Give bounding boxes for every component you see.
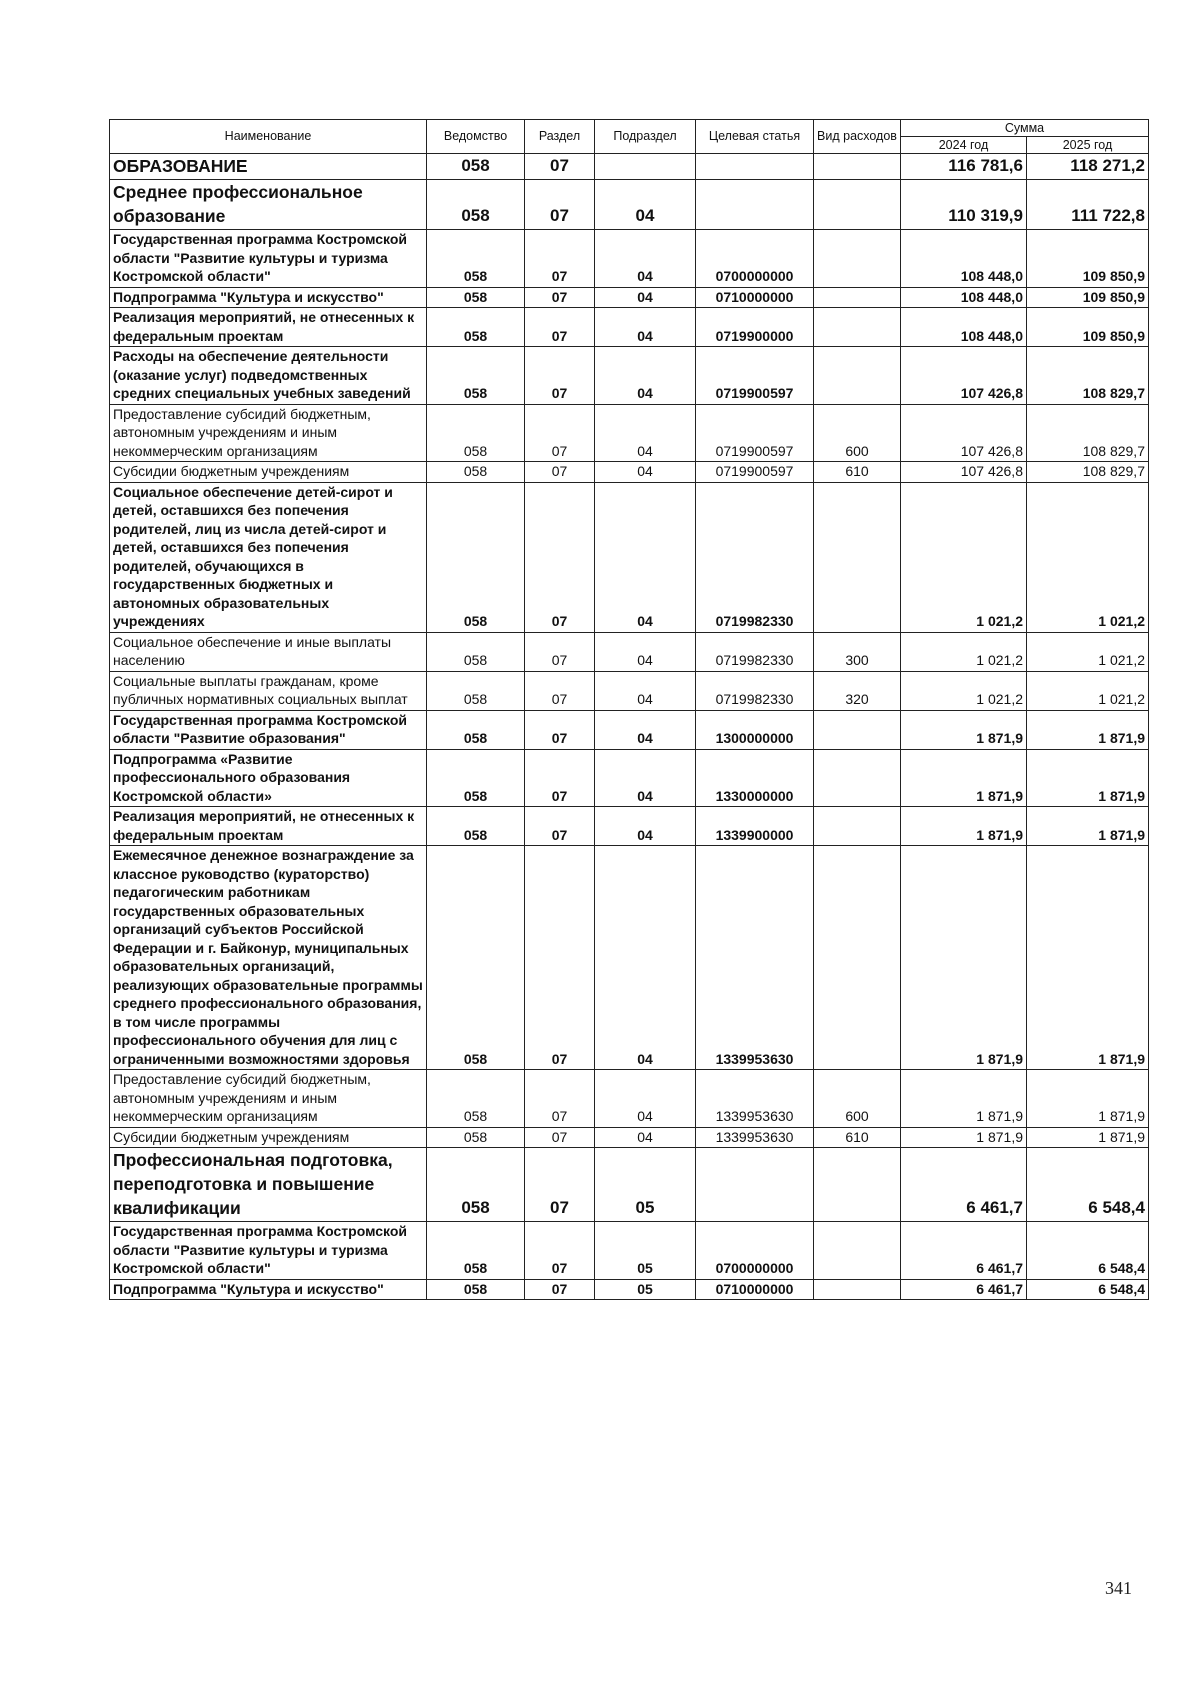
row-target: 0719982330 [696, 632, 814, 671]
row-name: Подпрограмма "Культура и искусство" [110, 1279, 427, 1300]
row-target: 0719982330 [696, 671, 814, 710]
row-subsection: 04 [595, 308, 696, 347]
header-type: Вид расходов [814, 120, 901, 154]
row-name: Ежемесячное денежное вознаграждение за классное руководство (кураторство) педагогическим работникам государственных образовательных организаций субъектов Российской Федерации и г. Байконур, муниципальных образовательных организаций, реализующих образовательные программы среднего профессионального образования, в том числе программы профессионального обучения для лиц с ограниченными возможностями здоровья [110, 846, 427, 1070]
row-dept: 058 [427, 287, 525, 308]
row-dept: 058 [427, 1127, 525, 1148]
table-row [110, 1279, 1149, 1300]
row-type [814, 807, 901, 846]
row-name: Расходы на обеспечение деятельности (оказание услуг) подведомственных средних специальных учебных заведений [110, 347, 427, 405]
row-section: 07 [525, 807, 595, 846]
row-target: 0710000000 [696, 287, 814, 308]
row-2024: 116 781,6 [901, 154, 1027, 180]
row-section: 07 [525, 846, 595, 1070]
row-subsection: 04 [595, 807, 696, 846]
row-2025: 1 021,2 [1027, 671, 1149, 710]
table-row [110, 1222, 1149, 1280]
row-subsection: 04 [595, 347, 696, 405]
row-name: Социальное обеспечение и иные выплаты населению [110, 632, 427, 671]
table-row [110, 347, 1149, 405]
row-dept: 058 [427, 807, 525, 846]
row-dept: 058 [427, 462, 525, 483]
row-subsection [595, 154, 696, 180]
row-name: Предоставление субсидий бюджетным, автономным учреждениям и иным некоммерческим организациям [110, 1070, 427, 1128]
row-name: Подпрограмма "Культура и искусство" [110, 287, 427, 308]
row-name: Подпрограмма «Развитие профессионального образования Костромской области» [110, 749, 427, 807]
row-type [814, 482, 901, 632]
row-target: 1339900000 [696, 807, 814, 846]
row-section: 07 [525, 710, 595, 749]
row-subsection: 04 [595, 846, 696, 1070]
row-2024: 1 871,9 [901, 807, 1027, 846]
row-name: Среднее профессиональное образование [110, 180, 427, 230]
row-2025: 108 829,7 [1027, 462, 1149, 483]
row-2025: 1 871,9 [1027, 710, 1149, 749]
row-type [814, 710, 901, 749]
row-dept: 058 [427, 671, 525, 710]
row-name: Профессиональная подготовка, переподготовка и повышение квалификации [110, 1148, 427, 1222]
row-subsection: 04 [595, 671, 696, 710]
row-name: Государственная программа Костромской области "Развитие образования" [110, 710, 427, 749]
row-type [814, 846, 901, 1070]
row-2025: 1 871,9 [1027, 846, 1149, 1070]
row-2024: 6 461,7 [901, 1279, 1027, 1300]
table-row [110, 632, 1149, 671]
row-2024: 1 021,2 [901, 632, 1027, 671]
row-type [814, 347, 901, 405]
row-section: 07 [525, 1279, 595, 1300]
row-type: 600 [814, 1070, 901, 1128]
row-type [814, 230, 901, 288]
row-subsection: 04 [595, 404, 696, 462]
row-section: 07 [525, 1222, 595, 1280]
row-2024: 1 021,2 [901, 671, 1027, 710]
row-section: 07 [525, 632, 595, 671]
table-row [110, 807, 1149, 846]
row-dept: 058 [427, 1279, 525, 1300]
table-row [110, 287, 1149, 308]
row-2025: 1 021,2 [1027, 482, 1149, 632]
row-subsection: 04 [595, 287, 696, 308]
row-section: 07 [525, 671, 595, 710]
table-row [110, 1127, 1149, 1148]
row-2024: 6 461,7 [901, 1148, 1027, 1222]
row-2024: 1 871,9 [901, 749, 1027, 807]
row-target: 0719900597 [696, 462, 814, 483]
row-section: 07 [525, 462, 595, 483]
row-section: 07 [525, 404, 595, 462]
row-2025: 1 871,9 [1027, 749, 1149, 807]
row-2024: 1 871,9 [901, 846, 1027, 1070]
row-subsection: 04 [595, 710, 696, 749]
table-row [110, 710, 1149, 749]
row-section: 07 [525, 1127, 595, 1148]
row-2025: 108 829,7 [1027, 347, 1149, 405]
row-target: 1339953630 [696, 846, 814, 1070]
row-dept: 058 [427, 154, 525, 180]
table-row [110, 462, 1149, 483]
row-subsection: 04 [595, 230, 696, 288]
row-subsection: 05 [595, 1148, 696, 1222]
row-section: 07 [525, 347, 595, 405]
table-header [110, 120, 1149, 154]
budget-sheet [109, 119, 1148, 1300]
row-2024: 108 448,0 [901, 308, 1027, 347]
row-target: 1339953630 [696, 1127, 814, 1148]
row-type: 300 [814, 632, 901, 671]
row-subsection: 04 [595, 632, 696, 671]
row-target: 1339953630 [696, 1070, 814, 1128]
row-type [814, 1222, 901, 1280]
row-2024: 107 426,8 [901, 404, 1027, 462]
row-2025: 6 548,4 [1027, 1148, 1149, 1222]
row-2025: 1 021,2 [1027, 632, 1149, 671]
row-dept: 058 [427, 404, 525, 462]
row-name: Государственная программа Костромской области "Развитие культуры и туризма Костромской области" [110, 1222, 427, 1280]
row-subsection: 04 [595, 180, 696, 230]
row-section: 07 [525, 1070, 595, 1128]
row-dept: 058 [427, 710, 525, 749]
row-section: 07 [525, 180, 595, 230]
row-2024: 108 448,0 [901, 287, 1027, 308]
row-2025: 109 850,9 [1027, 287, 1149, 308]
header-2025: 2025 год [1027, 137, 1149, 154]
header-dept: Ведомство [427, 120, 525, 154]
row-type [814, 154, 901, 180]
row-dept: 058 [427, 180, 525, 230]
header-section: Раздел [525, 120, 595, 154]
row-2024: 6 461,7 [901, 1222, 1027, 1280]
row-section: 07 [525, 749, 595, 807]
row-target: 0719982330 [696, 482, 814, 632]
row-2024: 1 871,9 [901, 1127, 1027, 1148]
row-section: 07 [525, 230, 595, 288]
table-row [110, 180, 1149, 230]
header-sum: Сумма [901, 120, 1149, 137]
header-name: Наименование [110, 120, 427, 154]
row-dept: 058 [427, 482, 525, 632]
row-name: Социальное обеспечение детей-сирот и детей, оставшихся без попечения родителей, лиц из числа детей-сирот и детей, оставшихся без попечения родителей, обучающихся в государственных бюджетных и автономных образовательных учреждениях [110, 482, 427, 632]
row-2024: 1 021,2 [901, 482, 1027, 632]
row-dept: 058 [427, 347, 525, 405]
row-2025: 6 548,4 [1027, 1222, 1149, 1280]
header-2024: 2024 год [901, 137, 1027, 154]
row-dept: 058 [427, 1070, 525, 1128]
row-name: Реализация мероприятий, не отнесенных к федеральным проектам [110, 807, 427, 846]
row-2025: 1 871,9 [1027, 807, 1149, 846]
row-type: 600 [814, 404, 901, 462]
row-target: 1330000000 [696, 749, 814, 807]
row-subsection: 04 [595, 482, 696, 632]
row-subsection: 04 [595, 1070, 696, 1128]
row-target: 0719900597 [696, 404, 814, 462]
table-row [110, 154, 1149, 180]
row-type [814, 1279, 901, 1300]
table-row [110, 1070, 1149, 1128]
table-row [110, 308, 1149, 347]
row-dept: 058 [427, 749, 525, 807]
row-2025: 108 829,7 [1027, 404, 1149, 462]
row-type: 610 [814, 462, 901, 483]
row-2024: 1 871,9 [901, 710, 1027, 749]
table-row [110, 404, 1149, 462]
row-section: 07 [525, 482, 595, 632]
row-type [814, 308, 901, 347]
row-name: ОБРАЗОВАНИЕ [110, 154, 427, 180]
row-target: 0700000000 [696, 1222, 814, 1280]
row-section: 07 [525, 154, 595, 180]
row-name: Предоставление субсидий бюджетным, автономным учреждениям и иным некоммерческим организациям [110, 404, 427, 462]
row-target: 0710000000 [696, 1279, 814, 1300]
row-name: Субсидии бюджетным учреждениям [110, 1127, 427, 1148]
row-target [696, 154, 814, 180]
row-type: 610 [814, 1127, 901, 1148]
table-body [110, 154, 1149, 1300]
row-type [814, 1148, 901, 1222]
header-subsection: Подраздел [595, 120, 696, 154]
row-dept: 058 [427, 1222, 525, 1280]
row-2025: 6 548,4 [1027, 1279, 1149, 1300]
row-section: 07 [525, 308, 595, 347]
table-row [110, 846, 1149, 1070]
row-type [814, 180, 901, 230]
row-dept: 058 [427, 846, 525, 1070]
row-name: Государственная программа Костромской области "Развитие культуры и туризма Костромской области" [110, 230, 427, 288]
row-2025: 118 271,2 [1027, 154, 1149, 180]
table-row [110, 749, 1149, 807]
row-dept: 058 [427, 308, 525, 347]
row-2025: 109 850,9 [1027, 230, 1149, 288]
row-section: 07 [525, 1148, 595, 1222]
row-dept: 058 [427, 632, 525, 671]
row-type [814, 749, 901, 807]
row-target: 0700000000 [696, 230, 814, 288]
row-subsection: 05 [595, 1222, 696, 1280]
page-number: 341 [1105, 1578, 1132, 1598]
budget-table [109, 119, 1149, 1300]
table-row [110, 671, 1149, 710]
header-target: Целевая статья [696, 120, 814, 154]
row-2025: 1 871,9 [1027, 1127, 1149, 1148]
row-2024: 107 426,8 [901, 462, 1027, 483]
row-target: 0719900000 [696, 308, 814, 347]
row-subsection: 04 [595, 462, 696, 483]
row-2024: 107 426,8 [901, 347, 1027, 405]
table-row [110, 1148, 1149, 1222]
row-name: Социальные выплаты гражданам, кроме публичных нормативных социальных выплат [110, 671, 427, 710]
row-section: 07 [525, 287, 595, 308]
row-subsection: 04 [595, 1127, 696, 1148]
row-dept: 058 [427, 1148, 525, 1222]
row-name: Субсидии бюджетным учреждениям [110, 462, 427, 483]
table-row [110, 482, 1149, 632]
row-subsection: 05 [595, 1279, 696, 1300]
row-2025: 109 850,9 [1027, 308, 1149, 347]
table-row [110, 230, 1149, 288]
row-type [814, 287, 901, 308]
row-name: Реализация мероприятий, не отнесенных к федеральным проектам [110, 308, 427, 347]
row-2024: 1 871,9 [901, 1070, 1027, 1128]
row-2025: 1 871,9 [1027, 1070, 1149, 1128]
row-target: 1300000000 [696, 710, 814, 749]
row-2024: 108 448,0 [901, 230, 1027, 288]
row-target [696, 180, 814, 230]
row-type: 320 [814, 671, 901, 710]
row-subsection: 04 [595, 749, 696, 807]
row-2025: 111 722,8 [1027, 180, 1149, 230]
row-2024: 110 319,9 [901, 180, 1027, 230]
row-target [696, 1148, 814, 1222]
row-target: 0719900597 [696, 347, 814, 405]
row-dept: 058 [427, 230, 525, 288]
